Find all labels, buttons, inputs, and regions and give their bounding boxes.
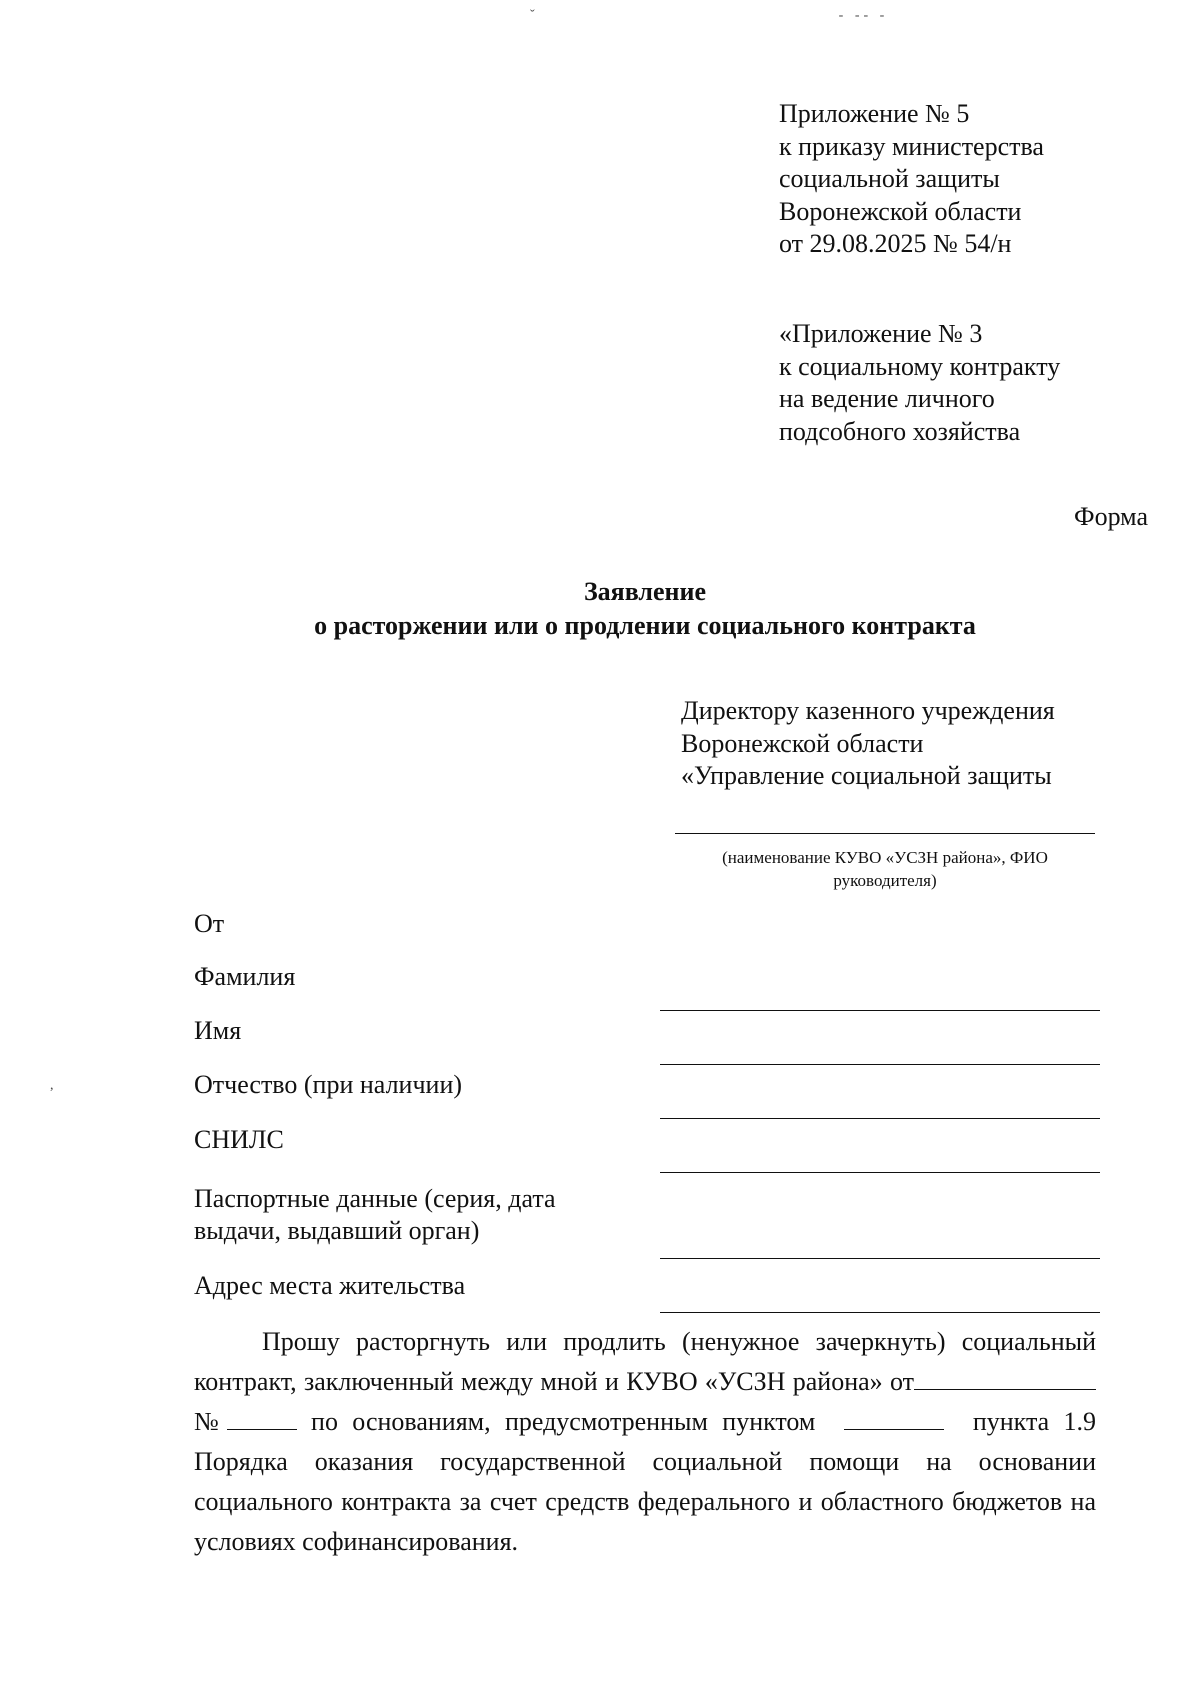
address-field[interactable]: [660, 1312, 1100, 1313]
annex-reference: [779, 98, 1044, 261]
request-text: Прошу расторгнуть или продлить (ненужное зачеркнуть) социальный контракт, заключенный между мной и КУВО «УСЗН района» от: [194, 1327, 1096, 1396]
contract-annex-reference: [779, 318, 1060, 448]
contract-number-blank[interactable]: [227, 1403, 297, 1430]
annex-line: подсобного хозяйства: [779, 416, 1021, 446]
name-label: Имя: [194, 1016, 242, 1045]
from-label: От: [194, 909, 225, 938]
patronymic-label: Отчество (при наличии): [194, 1070, 463, 1099]
title-line: Заявление: [583, 577, 707, 606]
addressee-line: Директору казенного учреждения: [681, 696, 1055, 725]
passport-label-line1: Паспортные данные (серия, дата: [194, 1184, 556, 1213]
form-label: Форма: [1074, 502, 1148, 531]
surname-label: Фамилия: [194, 962, 296, 991]
annex-line: на ведение личного: [779, 384, 995, 413]
addressee-blank-line[interactable]: [675, 833, 1095, 834]
patronymic-field[interactable]: [660, 1118, 1100, 1119]
scan-artifact: ˇ - -- -: [530, 8, 889, 23]
request-text: по основаниям, предусмотренным пунктом: [311, 1407, 816, 1436]
clause-number-blank[interactable]: [844, 1403, 944, 1430]
passport-label-line2: выдачи, выдавший орган): [194, 1216, 480, 1245]
surname-field[interactable]: [660, 1010, 1100, 1011]
annex-line: к приказу министерства: [779, 131, 1044, 161]
addressee-hint: (наименование КУВО «УСЗН района», ФИО руководителя): [722, 848, 1048, 890]
request-paragraph: [194, 1322, 1096, 1562]
passport-field[interactable]: [660, 1258, 1100, 1259]
name-field[interactable]: [660, 1064, 1100, 1065]
addressee-line: «Управление социальной защиты: [681, 761, 1052, 790]
snils-field[interactable]: [660, 1172, 1100, 1173]
title-line: о расторжении или о продлении социального контракта: [314, 611, 976, 640]
annex-line: социальной защиты: [779, 164, 1000, 193]
address-label: Адрес места жительства: [194, 1271, 466, 1300]
annex-line: Воронежской области: [779, 196, 1022, 226]
snils-label: СНИЛС: [194, 1125, 284, 1154]
annex-line: к социальному контракту: [779, 351, 1061, 381]
addressee-line: Воронежской области: [681, 728, 924, 758]
document-title: [0, 575, 1200, 643]
contract-date-blank[interactable]: [914, 1363, 1096, 1390]
annex-line: от 29.08.2025 № 54/н: [779, 229, 1012, 258]
annex-line: «Приложение № 3: [779, 319, 983, 348]
request-text: пункта 1.9 Порядка оказания государственной социальной помощи на основании социального контракта за счет средств федерального и областного бюджетов на условиях софинансирования.: [194, 1407, 1097, 1556]
scan-artifact: ,: [50, 1078, 54, 1093]
annex-line: Приложение № 5: [779, 99, 970, 128]
addressee-block: [681, 695, 1055, 793]
request-text: №: [194, 1407, 227, 1436]
